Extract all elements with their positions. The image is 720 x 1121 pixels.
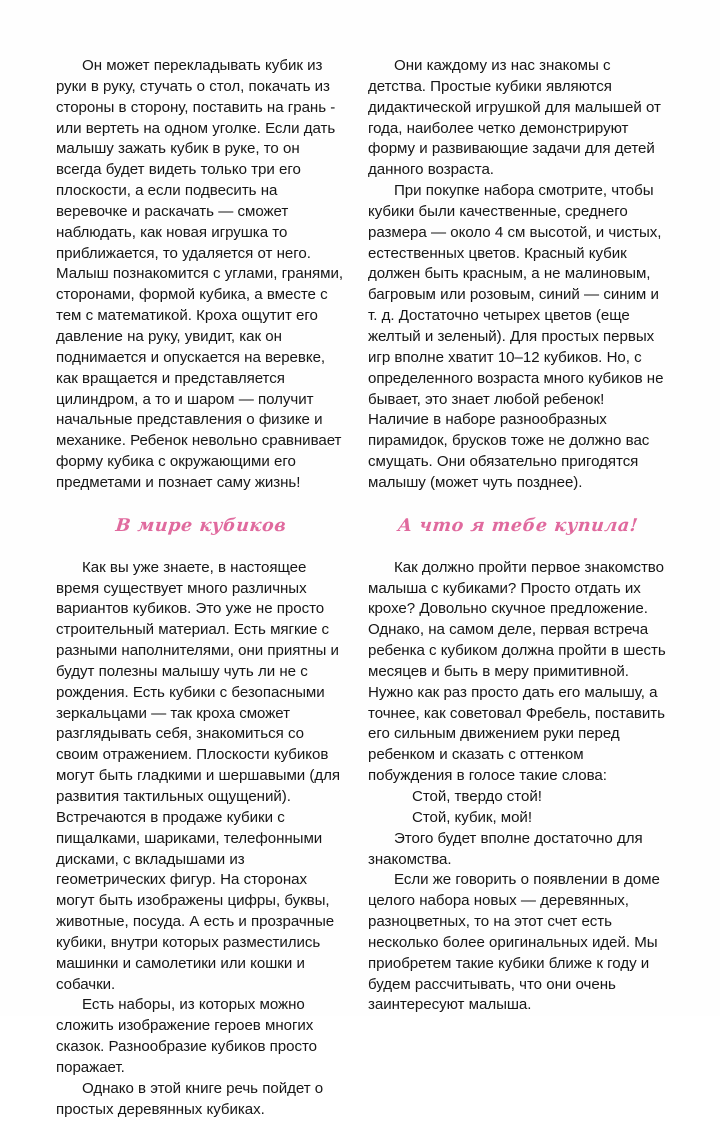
left-text-column: [56, 56, 346, 1118]
paragraph: Есть наборы, из которых можно сложить изображение героев многих сказок. Разнообразие кубиков просто поражает.: [56, 996, 318, 1076]
paragraph: Как вы уже знаете, в настоящее время существует много различных вариантов кубиков. Это уже не просто строительный материал. Есть мягкие с разными наполнителями, они приятны и будут полезны малышу чуть ли не с рождения. Есть кубики с безопасными зеркальцами — так кроха сможет разглядывать себя, знакомиться со своим отражением. Плоскости кубиков могут быть гладкими и шершавыми (для развития тактильных ощущений). Встречаются в продаже кубики с пищалками, шариками, телефонными дисками, с вкладышами из геометрических фигур. На сторонах могут быть изображены цифры, буквы, животные, посуда. А есть и прозрачные кубики, внутри которых разместились машинки и самолетики или кошки и собачки.: [56, 558, 341, 993]
verse-line: Стой, твердо стой!: [412, 788, 542, 805]
spacer: [368, 494, 668, 514]
paragraph: Если же говорить о появлении в доме целого набора новых — деревянных, разноцветных, то на этот счет есть несколько более оригинальных идей. Мы приобретем такие кубики ближе к году и будем рассчитывать, что они очень заинтересуют малыша.: [368, 871, 660, 1014]
verse-line: Стой, кубик, мой!: [412, 808, 532, 826]
section-heading-v-mire-kubikov: В мире кубиков: [114, 515, 288, 536]
paragraph: Однако в этой книге речь пойдет о простых деревянных кубиках.: [56, 1079, 324, 1118]
paragraph: Он может перекладывать кубик из руки в руку, стучать о стол, покачать из стороны в сторону, поставить на грань - или вертеть на одном уголке. Если дать малышу зажать кубик в руке, то он всегда будет видеть только три его плоскости, а если подвесить на веревочке и раскачать — сможет наблюдать, как новая игрушка то приближается, то удаляется от него. Малыш познакомится с углами, гранями, сторонами, формой кубика, а вместе с тем с математикой. Кроха ощутит его давление на руку, увидит, как он поднимается и опускается на веревке, как вращается и представляется цилиндром, а то и шаром — получит начальные представления о физике и механике. Ребенок невольно сравнивает форму кубика с окружающими его предметами и познает саму жизнь!: [56, 57, 343, 491]
section-heading-a-chto-ya-tebe-kupila: А что я тебе купила!: [396, 515, 640, 536]
paragraph: Они каждому из нас знакомы с детства. Простые кубики являются дидактической игрушкой для малышей от года, наиболее четко демонстрируют форму и развивающие задачи для детей данного возраста.: [368, 57, 661, 179]
paragraph: Как должно пройти первое знакомство малыша с кубиками? Просто отдать их крохе? Довольно скучное предложение. Однако, на самом деле, первая встреча ребенка с кубиком должна пройти в шесть месяцев и быть в меру примитивной. Нужно как раз просто дать его малышу, а точнее, как советовал Фребель, поставить его сильным движением руки перед ребенком и сказать с оттенком побуждения в голосе такие слова:: [368, 558, 666, 785]
spacer: [56, 494, 346, 514]
spacer: [56, 538, 346, 558]
spacer: [368, 538, 668, 558]
paragraph: Этого будет вполне достаточно для знакомства.: [368, 829, 643, 868]
paragraph: При покупке набора смотрите, чтобы кубики были качественные, среднего размера — около 4 см высотой, и чистых, естественных цветов. Красный кубик должен быть красным, а не малиновым, багровым или розовым, синий — синим и т. д. Достаточно четырех цветов (еще желтый и зеленый). Для простых первых игр вполне хватит 10–12 кубиков. Но, с определенного возраста много кубиков не бывает, это знает любой ребенок! Наличие в наборе разнообразных пирамидок, брусков тоже не должно вас смущать. Они обязательно пригодятся малышу (может чуть позднее).: [368, 182, 664, 491]
right-text-column: [368, 56, 668, 1016]
